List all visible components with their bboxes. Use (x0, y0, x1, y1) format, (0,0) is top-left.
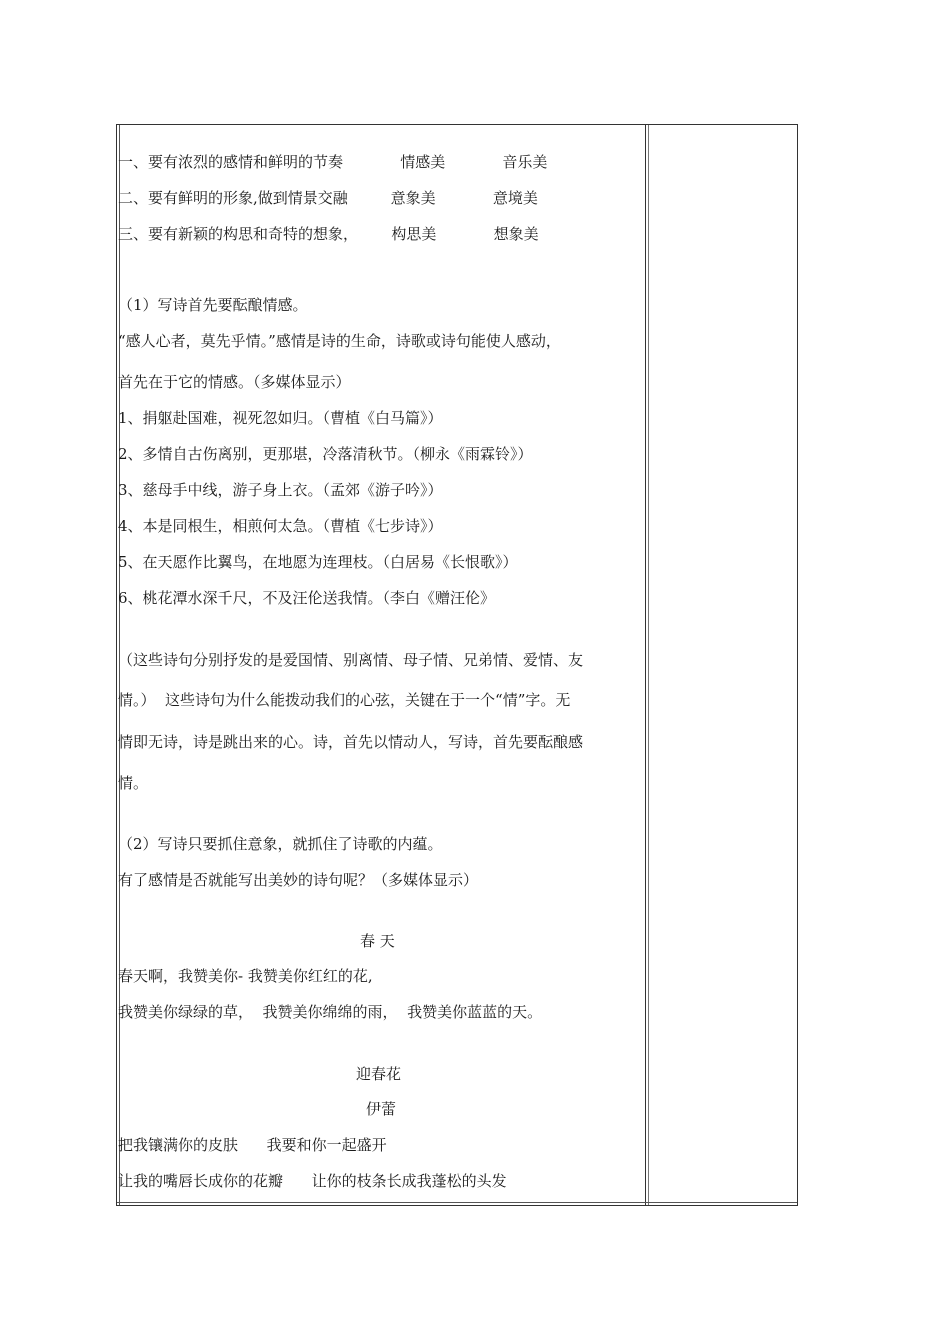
text-line: 情即无诗，诗是跳出来的心。诗，首先以情动人，写诗，首先要酝酿感 (118, 733, 584, 751)
column-divider-double (648, 125, 649, 1205)
text-line: 5、在天愿作比翼鸟，在地愿为连理枝。（白居易《长恨歌》） (118, 553, 518, 571)
text-line: （1）写诗首先要酝酿情感。 (118, 296, 308, 314)
text-line: 有了感情是否就能写出美妙的诗句呢？（多媒体显示） (118, 871, 479, 889)
poem-line: 我赞美你绿绿的草， 我赞美你绵绵的雨， 我赞美你蓝蓝的天。 (118, 1003, 543, 1021)
text-line: 3、慈母手中线，游子身上衣。（孟郊《游子吟》） (118, 481, 443, 499)
text-line: 情。 (118, 774, 149, 792)
text-line: （这些诗句分别抒发的是爱国情、别离情、母子情、兄弟情、爱情、友 (118, 651, 584, 669)
text-line: 二、要有鲜明的形象,做到情景交融 意象美 意境美 (118, 189, 538, 207)
text-line: 1、捐躯赴国难，视死忽如归。（曹植《白马篇》） (118, 409, 443, 427)
poem-title: 迎春花 (356, 1065, 402, 1083)
text-line: “感人心者，莫先乎情。”感情是诗的生命，诗歌或诗句能使人感动， (118, 332, 561, 350)
poem-title: 春 天 (360, 932, 395, 950)
text-line: 情。） 这些诗句为什么能拨动我们的心弦，关键在于一个“情”字。无 (118, 691, 571, 709)
text-line: 2、多情自古伤离别，更那堪，冷落清秋节。（柳永《雨霖铃》） (118, 445, 533, 463)
column-divider (645, 125, 646, 1205)
text-line: 一、要有浓烈的感情和鲜明的节奏 情感美 音乐美 (118, 153, 548, 171)
text-line: 三、要有新颖的构思和奇特的想象， 构思美 想象美 (118, 225, 539, 243)
text-line: （2）写诗只要抓住意象，就抓住了诗歌的内蕴。 (118, 835, 443, 853)
text-line: 6、桃花潭水深千尺，不及汪伦送我情。（李白《赠汪伦》 (118, 589, 496, 607)
text-line: 首先在于它的情感。（多媒体显示） (118, 373, 351, 391)
poem-author: 伊蕾 (366, 1100, 397, 1118)
poem-line: 春天啊，我赞美你- 我赞美你红红的花, (118, 967, 373, 985)
text-line: 4、本是同根生，相煎何太急。（曹植《七步诗》） (118, 517, 443, 535)
poem-line: 把我镶满你的皮肤 我要和你一起盛开 (118, 1136, 387, 1154)
poem-line: 让我的嘴唇长成你的花瓣 让你的枝条长成我蓬松的头发 (118, 1172, 507, 1190)
table-bottom-border (117, 1202, 797, 1203)
